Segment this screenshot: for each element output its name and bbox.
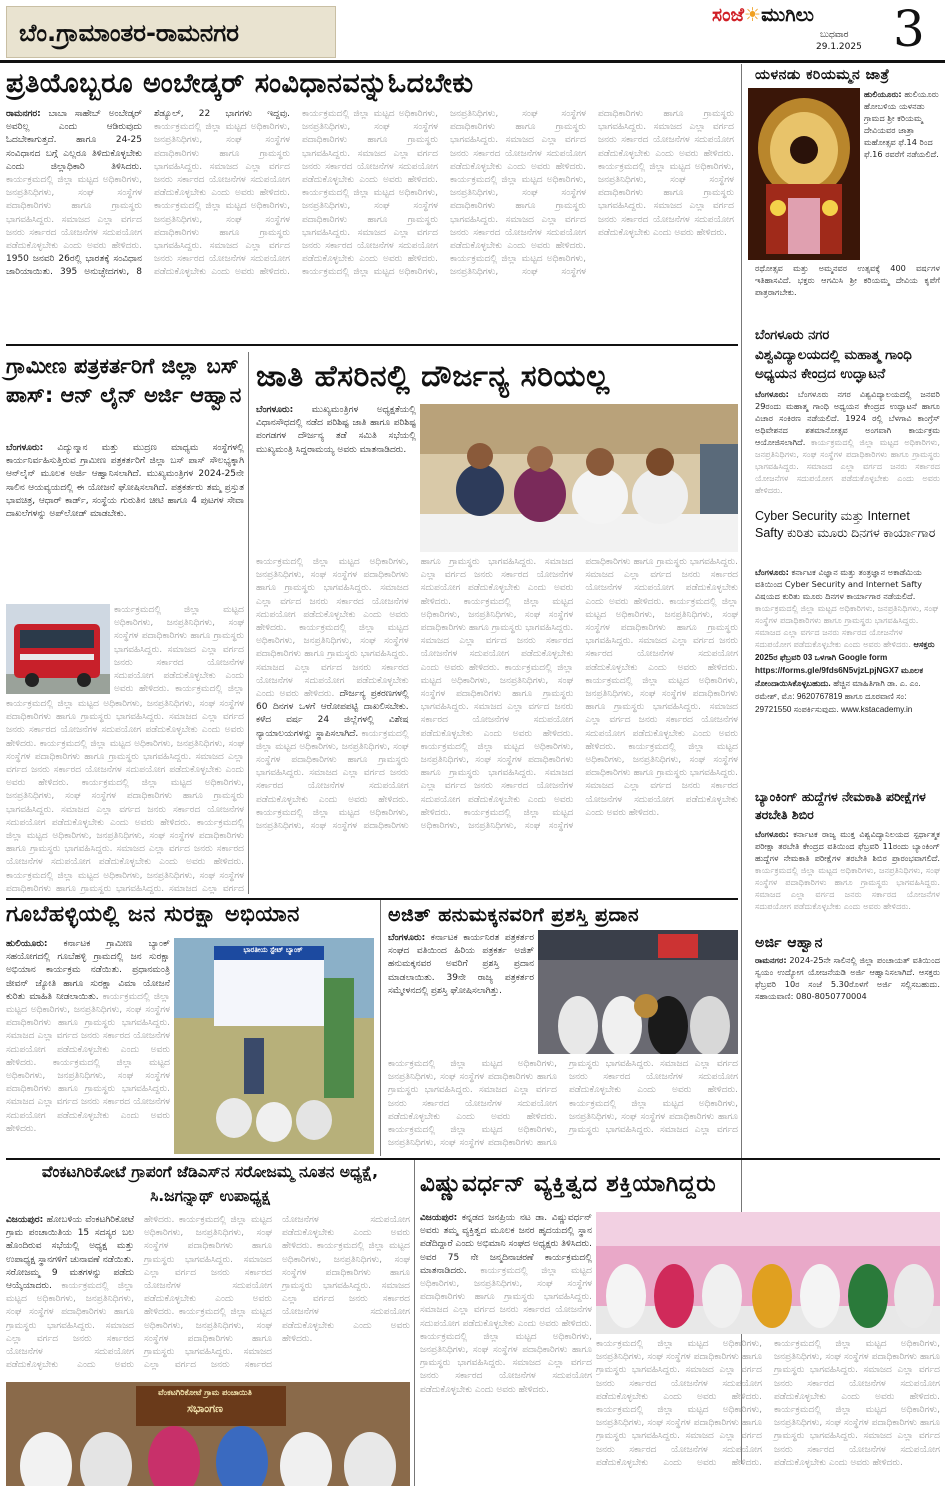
ajith-body-1 <box>388 932 534 1054</box>
filler-text: ಕಾರ್ಯಕ್ರಮದಲ್ಲಿ ಜಿಲ್ಲಾ ಮಟ್ಟದ ಅಧಿಕಾರಿಗಳು, ಜನಪ್ರತಿನಿಧಿಗಳು, ಸಂಘ ಸಂಸ್ಥೆಗಳ ಪದಾಧಿಕಾರಿಗಳು ಹಾಗೂ ಗ್ರಾಮಸ್ಥರು ಭಾಗವಹಿಸಿದ್ದರು. ಸಮಾಜದ ಎಲ್ಲಾ ವರ್ಗದ ಜನರು ಸರ್ಕಾರದ ಯೋಜನೆಗಳ ಸದುಪಯೋಗ ಪಡೆದುಕೊಳ್ಳಬೇಕು ಎಂದು ಅವರು ಹೇಳಿದರು. <box>420 557 738 832</box>
ambedkar-body <box>6 108 734 338</box>
vishnu-headline: ವಿಷ್ಣುವರ್ಧನ್ ವ್ಯಕ್ತಿತ್ವದ ಶಕ್ತಿಯಾಗಿದ್ದರು <box>420 1171 717 1197</box>
caste-headline: ಜಾತಿ ಹೆಸರಿನಲ್ಲಿ ದೌರ್ಜನ್ಯ ಸರಿಯಲ್ಲ <box>256 359 610 394</box>
page-number: 3 <box>893 0 925 58</box>
filler-text: ಕಾರ್ಯಕ್ರಮದಲ್ಲಿ ಜಿಲ್ಲಾ ಮಟ್ಟದ ಅಧಿಕಾರಿಗಳು, ಜನಪ್ರತಿನಿಧಿಗಳು, ಸಂಘ ಸಂಸ್ಥೆಗಳ ಪದಾಧಿಕಾರಿಗಳು ಹಾಗೂ ಗ್ರಾಮಸ್ಥರು ಭಾಗವಹಿಸಿದ್ದರು. ಸಮಾಜದ ಎಲ್ಲಾ ವರ್ಗದ ಜನರು ಸರ್ಕಾರದ ಯೋಜನೆಗಳ ಸದುಪಯೋಗ ಪಡೆದುಕೊಳ್ಳಬೇಕು ಎಂದು ಅವರು ಹೇಳಿದರು. <box>585 596 738 673</box>
column-rule <box>414 1160 415 1486</box>
bus-dateline: ಬೆಂಗಳೂರು: <box>6 443 44 453</box>
apply-lead: 2024-25ನೇ ಸಾಲಿನಲ್ಲಿ ಜಿಲ್ಲಾ ಪಂಚಾಯತ್ ವತಿಯಿಂದ ಸ್ವಯಂ ಉದ್ಯೋಗ ಯೋಜನೆಯಡಿ ಅರ್ಜಿ ಆಹ್ವಾನಿಸಲಾಗಿದೆ. ಆಸಕ್ತರು ಫೆಬ್ರವರಿ 10ರ ಸಂಜೆ 5.30ರೊಳಗೆ ಅರ್ಜಿ ಸಲ್ಲಿಸಬಹುದು. ಸಹಾಯವಾಣಿ: 080-8050770004 <box>755 955 940 1001</box>
filler-text: ಕಾರ್ಯಕ್ರಮದಲ್ಲಿ ಜಿಲ್ಲಾ ಮಟ್ಟದ ಅಧಿಕಾರಿಗಳು, ಜನಪ್ರತಿನಿಧಿಗಳು, ಸಂಘ ಸಂಸ್ಥೆಗಳ ಪದಾಧಿಕಾರಿಗಳು ಹಾಗೂ ಗ್ರಾಮಸ್ಥರು ಭಾಗವಹಿಸಿದ್ದರು. ಸಮಾಜದ ಎಲ್ಲಾ ವರ್ಗದ ಜನರು ಸರ್ಕಾರದ ಯೋಜನೆಗಳ ಸದುಪಯೋಗ ಪಡೆದುಕೊಳ್ಳಬೇಕು ಎಂದು ಅವರು ಹೇಳಿದರು. <box>755 437 940 495</box>
filler-text: ಕಾರ್ಯಕ್ರಮದಲ್ಲಿ ಜಿಲ್ಲಾ ಮಟ್ಟದ ಅಧಿಕಾರಿಗಳು, ಜನಪ್ರತಿನಿಧಿಗಳು, ಸಂಘ ಸಂಸ್ಥೆಗಳ ಪದಾಧಿಕಾರಿಗಳು ಹಾಗೂ ಗ್ರಾಮಸ್ಥರು ಭಾಗವಹಿಸಿದ್ದರು. ಸಮಾಜದ ಎಲ್ಲಾ ವರ್ಗದ ಜನರು ಸರ್ಕಾರದ ಯೋಜನೆಗಳ ಸದುಪಯೋಗ ಪಡೆದುಕೊಳ್ಳಬೇಕು ಎಂದು ಅವರು ಹೇಳಿದರು. <box>6 1057 170 1134</box>
university-body <box>755 388 940 506</box>
ambedkar-figures: 1950 ಜನವರಿ 26ರಲ್ಲಿ ಭಾರತಕ್ಕೆ ಸಂವಿಧಾನ ಜಾರಿಯಾಯಿತು. 395 ಅನುಚ್ಛೇದಗಳು, 8 ಶೆಡ್ಯೂಲ್, 22 ಭಾಗಗಳು ಇದ್ದವು. <box>6 109 290 278</box>
filler-text: ಕಾರ್ಯಕ್ರಮದಲ್ಲಿ ಜಿಲ್ಲಾ ಮಟ್ಟದ ಅಧಿಕಾರಿಗಳು, ಜನಪ್ರತಿನಿಧಿಗಳು, ಸಂಘ ಸಂಸ್ಥೆಗಳ ಪದಾಧಿಕಾರಿಗಳು ಹಾಗೂ ಗ್ರಾಮಸ್ಥರು ಭಾಗವಹಿಸಿದ್ದರು. ಸಮಾಜದ ಎಲ್ಲಾ ವರ್ಗದ ಜನರು ಸರ್ಕಾರದ ಯೋಜನೆಗಳ ಸದುಪಯೋಗ ಪಡೆದುಕೊಳ್ಳಬೇಕು ಎಂದು ಅವರು ಹೇಳಿದರು. <box>144 1215 410 1371</box>
temple-dateline: ಹುಲಿಯೂರು: <box>864 89 902 99</box>
banking-dateline: ಬೆಂಗಳೂರು: <box>755 829 789 839</box>
filler-text: ಕಾರ್ಯಕ್ರಮದಲ್ಲಿ ಜಿಲ್ಲಾ ಮಟ್ಟದ ಅಧಿಕಾರಿಗಳು, ಜನಪ್ರತಿನಿಧಿಗಳು, ಸಂಘ ಸಂಸ್ಥೆಗಳ ಪದಾಧಿಕಾರಿಗಳು ಹಾಗೂ ಗ್ರಾಮಸ್ಥರು ಭಾಗವಹಿಸಿದ್ದರು. ಸಮಾಜದ ಎಲ್ಲಾ ವರ್ಗದ ಜನರು ಸರ್ಕಾರದ ಯೋಜನೆಗಳ ಸದುಪಯೋಗ ಪಡೆದುಕೊಳ್ಳಬೇಕು ಎಂದು ಅವರು ಹೇಳಿದರು. <box>114 605 244 695</box>
university-subhead: ಬೆಂಗಳೂರು ನಗರ <box>755 328 830 343</box>
temple-lead: ಹುಲಿಯೂರು ಹೋಬಳಿಯ ಯಳನಡು ಗ್ರಾಮದ ಶ್ರೀ ಕರಿಯಮ್ಮ ದೇವಿಯವರ ಜಾತ್ರಾ ಮಹೋತ್ಸವ ಫೆ.14 ರಿಂದ ಫೆ.16 ರವರೆಗೆ ನಡೆಯಲಿದೆ. <box>864 89 939 159</box>
filler-text: ಕಾರ್ಯಕ್ರಮದಲ್ಲಿ ಜಿಲ್ಲಾ ಮಟ್ಟದ ಅಧಿಕಾರಿಗಳು, ಜನಪ್ರತಿನಿಧಿಗಳು, ಸಂಘ ಸಂಸ್ಥೆಗಳ ಪದಾಧಿಕಾರಿಗಳು ಹಾಗೂ ಗ್ರಾಮಸ್ಥರು ಭಾಗವಹಿಸಿದ್ದರು. ಸಮಾಜದ ಎಲ್ಲಾ ವರ್ಗದ ಜನರು ಸರ್ಕಾರದ ಯೋಜನೆಗಳ ಸದುಪಯೋಗ ಪಡೆದುಕೊಳ್ಳಬೇಕು ಎಂದು ಅವರು ಹೇಳಿದರು. <box>596 1405 762 1468</box>
ajith-headline: ಅಜಿತ್ ಹನುಮಕ್ಕನವರಿಗೆ ಪ್ರಶಸ್ತಿ ಪ್ರದಾನ <box>388 904 640 926</box>
meeting-photo <box>420 404 738 552</box>
column-rule <box>380 900 381 1156</box>
university-lead: ಬೆಂಗಳೂರು ನಗರ ವಿಶ್ವವಿದ್ಯಾಲಯದಲ್ಲಿ ಜನವರಿ 29ರಂದು ಮಹಾತ್ಮ ಗಾಂಧಿ ಅಧ್ಯಯನ ಕೇಂದ್ರದ ಉದ್ಘಾಟನೆ ಹಾಗೂ ವಿಚಾರ ಸಂಕಿರಣ ನಡೆಯಲಿದೆ. 1924 ರಲ್ಲಿ ಬೆಳಗಾವಿ ಕಾಂಗ್ರೆಸ್ ಅಧಿವೇಶನದ ಶತಮಾನೋತ್ಸವ ಅಂಗವಾಗಿ ಕಾರ್ಯಕ್ರಮ ಆಯೋಜಿಸಲಾಗಿದೆ. <box>755 389 940 447</box>
filler-text: ಕಾರ್ಯಕ್ರಮದಲ್ಲಿ ಜಿಲ್ಲಾ ಮಟ್ಟದ ಅಧಿಕಾರಿಗಳು, ಜನಪ್ರತಿನಿಧಿಗಳು, ಸಂಘ ಸಂಸ್ಥೆಗಳ ಪದಾಧಿಕಾರಿಗಳು ಹಾಗೂ ಗ್ರಾಮಸ್ಥರು ಭಾಗವಹಿಸಿದ್ದರು. ಸಮಾಜದ ಎಲ್ಲಾ ವರ್ಗದ ಜನರು ಸರ್ಕಾರದ ಯೋಜನೆಗಳ ಸದುಪಯೋಗ ಪಡೆದುಕೊಳ್ಳಬೇಕು ಎಂದು ಅವರು ಹೇಳಿದರು. <box>755 603 939 649</box>
filler-text: ಕಾರ್ಯಕ್ರಮದಲ್ಲಿ ಜಿಲ್ಲಾ ಮಟ್ಟದ ಅಧಿಕಾರಿಗಳು, ಜನಪ್ರತಿನಿಧಿಗಳು, ಸಂಘ ಸಂಸ್ಥೆಗಳ ಪದಾಧಿಕಾರಿಗಳು ಹಾಗೂ ಗ್ರಾಮಸ್ಥರು ಭಾಗವಹಿಸಿದ್ದರು. ಸಮಾಜದ ಎಲ್ಲಾ ವರ್ಗದ ಜನರು ಸರ್ಕಾರದ ಯೋಜನೆಗಳ ಸದುಪಯೋಗ ಪಡೆದುಕೊಳ್ಳಬೇಕು ಎಂದು ಅವರು ಹೇಳಿದರು. <box>420 1265 592 1329</box>
bus-photo <box>6 604 110 694</box>
university-dateline: ಬೆಂಗಳೂರು: <box>755 389 789 399</box>
filler-text: ಕಾರ್ಯಕ್ರಮದಲ್ಲಿ ಜಿಲ್ಲಾ ಮಟ್ಟದ ಅಧಿಕಾರಿಗಳು, ಜನಪ್ರತಿನಿಧಿಗಳು, ಸಂಘ ಸಂಸ್ಥೆಗಳ ಪದಾಧಿಕಾರಿಗಳು ಹಾಗೂ ಗ್ರಾಮಸ್ಥರು ಭಾಗವಹಿಸಿದ್ದರು. ಸಮಾಜದ ಎಲ್ಲಾ ವರ್ಗದ ಜನರು ಸರ್ಕಾರದ ಯೋಜನೆಗಳ ಸದುಪಯೋಗ ಪಡೆದುಕೊಳ್ಳಬೇಕು ಎಂದು ಅವರು ಹೇಳಿದರು. <box>6 817 244 868</box>
bus-lead: ವಿದ್ಯುನ್ಮಾನ ಮತ್ತು ಮುದ್ರಣ ಮಾಧ್ಯಮ ಸಂಸ್ಥೆಗಳಲ್ಲಿ ಕಾರ್ಯನಿರ್ವಹಿಸುತ್ತಿರುವ ಗ್ರಾಮೀಣ ಪತ್ರಕರ್ತರಿಗೆ ಜಿಲ್ಲಾ ಬಸ್ ಪಾಸ್ ಸೌಲಭ್ಯಕ್ಕಾಗಿ ಆನ್‌ಲೈನ್ ಮೂಲಕ ಅರ್ಜಿ ಆಹ್ವಾನಿಸಲಾಗಿದೆ. ಮುಖ್ಯಮಂತ್ರಿಗಳ 2024-25ನೇ ಸಾಲಿನ ಆಯವ್ಯಯದಲ್ಲಿ ಈ ಯೋಜನೆ ಘೋಷಿಸಲಾಗಿದೆ. <box>6 443 244 493</box>
filler-text: ಕಾರ್ಯಕ್ರಮದಲ್ಲಿ ಜಿಲ್ಲಾ ಮಟ್ಟದ ಅಧಿಕಾರಿಗಳು, ಜನಪ್ರತಿನಿಧಿಗಳು, ಸಂಘ ಸಂಸ್ಥೆಗಳ ಪದಾಧಿಕಾರಿಗಳು ಹಾಗೂ ಗ್ರಾಮಸ್ಥರು ಭಾಗವಹಿಸಿದ್ದರು. ಸಮಾಜದ ಎಲ್ಲಾ ವರ್ಗದ ಜನರು ಸರ್ಕಾರದ ಯೋಜನೆಗಳ ಸದುಪಯೋಗ ಪಡೆದುಕೊಳ್ಳಬೇಕು ಎಂದು ಅವರು ಹೇಳಿದರು. <box>420 1331 592 1395</box>
ajith-body-2 <box>388 1058 738 1156</box>
column-rule <box>248 352 249 894</box>
filler-text: ಕಾರ್ಯಕ್ರಮದಲ್ಲಿ ಜಿಲ್ಲಾ ಮಟ್ಟದ ಅಧಿಕಾರಿಗಳು, ಜನಪ್ರತಿನಿಧಿಗಳು, ಸಂಘ ಸಂಸ್ಥೆಗಳ ಪದಾಧಿಕಾರಿಗಳು ಹಾಗೂ ಗ್ರಾಮಸ್ಥರು ಭಾಗವಹಿಸಿದ್ದರು. ಸಮಾಜದ ಎಲ್ಲಾ ವರ್ಗದ ಜನರು ಸರ್ಕಾರದ ಯೋಜನೆಗಳ ಸದುಪಯೋಗ ಪಡೆದುಕೊಳ್ಳಬೇಕು ಎಂದು ಅವರು ಹೇಳಿದರು. <box>450 175 586 252</box>
filler-text: ಕಾರ್ಯಕ್ರಮದಲ್ಲಿ ಜಿಲ್ಲಾ ಮಟ್ಟದ ಅಧಿಕಾರಿಗಳು, ಜನಪ್ರತಿನಿಧಿಗಳು, ಸಂಘ ಸಂಸ್ಥೆಗಳ ಪದಾಧಿಕಾರಿಗಳು ಹಾಗೂ ಗ್ರಾಮಸ್ಥರು ಭಾಗವಹಿಸಿದ್ದರು. ಸಮಾಜದ ಎಲ್ಲಾ ವರ್ಗದ ಜನರು ಸರ್ಕಾರದ ಯೋಜನೆಗಳ ಸದುಪಯೋಗ ಪಡೆದುಕೊಳ್ಳಬೇಕು ಎಂದು ಅವರು ಹೇಳಿದರು. <box>6 175 142 252</box>
filler-text: ಕಾರ್ಯಕ್ರಮದಲ್ಲಿ ಜಿಲ್ಲಾ ಮಟ್ಟದ ಅಧಿಕಾರಿಗಳು, ಜನಪ್ರತಿನಿಧಿಗಳು, ಸಂಘ ಸಂಸ್ಥೆಗಳ ಪದಾಧಿಕಾರಿಗಳು ಹಾಗೂ ಗ್ರಾಮಸ್ಥರು ಭಾಗವಹಿಸಿದ್ದರು. ಸಮಾಜದ ಎಲ್ಲಾ ವರ್ಗದ ಜನರು ಸರ್ಕಾರದ ಯೋಜನೆಗಳ ಸದುಪಯೋಗ ಪಡೆದುಕೊಳ್ಳಬೇಕು ಎಂದು ಅವರು ಹೇಳಿದರು. <box>154 201 290 278</box>
logo-part2: ಮುಗಿಲು <box>761 4 814 26</box>
masthead-logo <box>712 4 814 30</box>
award-photo <box>538 930 738 1054</box>
venkata-lead: ಹೋಬಳಿಯ ವೆಂಕಟಗಿರಿಕೋಟೆ ಗ್ರಾಮ ಪಂಚಾಯಿತಿಯ 15 ಸದಸ್ಯರ ಬಲ ಹೊಂದಿರುವ ಸಭೆಯಲ್ಲಿ ಅಧ್ಯಕ್ಷ ಮತ್ತು ಉಪಾಧ್ಯಕ್ಷ ಸ್ಥಾನಗಳಿಗೆ ಚುನಾವಣೆ ನಡೆಯಿತು. ಸರೋಜಮ್ಮ 9 ಮತಗಳನ್ನು ಪಡೆದು ಆಯ್ಕೆಯಾದರು. <box>6 1215 134 1292</box>
banking-body <box>755 828 940 932</box>
filler-text: ಕಾರ್ಯಕ್ರಮದಲ್ಲಿ ಜಿಲ್ಲಾ ಮಟ್ಟದ ಅಧಿಕಾರಿಗಳು, ಜನಪ್ರತಿನಿಧಿಗಳು, ಸಂಘ ಸಂಸ್ಥೆಗಳ ಪದಾಧಿಕಾರಿಗಳು ಹಾಗೂ ಗ್ರಾಮಸ್ಥರು ಭಾಗವಹಿಸಿದ್ದರು. ಸಮಾಜದ ಎಲ್ಲಾ ವರ್ಗದ ಜನರು ಸರ್ಕಾರದ ಯೋಜನೆಗಳ ಸದುಪಯೋಗ ಪಡೆದುಕೊಳ್ಳಬೇಕು ಎಂದು ಅವರು ಹೇಳಿದರು. <box>420 662 574 739</box>
filler-text: ಕಾರ್ಯಕ್ರಮದಲ್ಲಿ ಜಿಲ್ಲಾ ಮಟ್ಟದ ಅಧಿಕಾರಿಗಳು, ಜನಪ್ರತಿನಿಧಿಗಳು, ಸಂಘ ಸಂಸ್ಥೆಗಳ ಪದಾಧಿಕಾರಿಗಳು ಹಾಗೂ ಗ್ರಾಮಸ್ಥರು ಭಾಗವಹಿಸಿದ್ದರು. ಸಮಾಜದ ಎಲ್ಲಾ ವರ್ಗದ <box>6 870 244 894</box>
masthead-rule <box>0 60 945 63</box>
filler-text: ಕಾರ್ಯಕ್ರಮದಲ್ಲಿ ಜಿಲ್ಲಾ ಮಟ್ಟದ ಅಧಿಕಾರಿಗಳು, ಜನಪ್ರತಿನಿಧಿಗಳು, ಸಂಘ ಸಂಸ್ಥೆಗಳ ಪದಾಧಿಕಾರಿಗಳು ಹಾಗೂ ಗ್ರಾಮಸ್ಥರು ಭಾಗವಹಿಸಿದ್ದರು. ಸಮಾಜದ ಎಲ್ಲಾ ವರ್ಗದ ಜನರು ಸರ್ಕಾರದ ಯೋಜನೆಗಳ ಸದುಪಯೋಗ ಪಡೆದುಕೊಳ್ಳಬೇಕು ಎಂದು ಅವರು ಹೇಳಿದರು. <box>144 1215 272 1318</box>
filler-text: ಕಾರ್ಯಕ್ರಮದಲ್ಲಿ ಜಿಲ್ಲಾ ಮಟ್ಟದ ಅಧಿಕಾರಿಗಳು, ಜನಪ್ರತಿನಿಧಿಗಳು, ಸಂಘ ಸಂಸ್ಥೆಗಳ ಪದಾಧಿಕಾರಿಗಳು ಹಾಗೂ ಗ್ರಾಮಸ್ಥರು ಭಾಗವಹಿಸಿದ್ದರು. ಸಮಾಜದ ಎಲ್ಲಾ ವರ್ಗದ ಜನರು ಸರ್ಕಾರದ ಯೋಜನೆಗಳ ಸದುಪಯೋಗ ಪಡೆದುಕೊಳ್ಳಬೇಕು ಎಂದು ಅವರು ಹೇಳಿದರು. <box>302 109 438 186</box>
section-rule <box>6 344 738 346</box>
apply-dateline: ರಾಮನಗರ: <box>755 955 787 965</box>
ajith-lead: ಕರ್ನಾಟಕ ಕಾರ್ಯನಿರತ ಪತ್ರಕರ್ತರ ಸಂಘದ ವತಿಯಿಂದ ಹಿರಿಯ ಪತ್ರಕರ್ತ ಅಜಿತ್ ಹನುಮಕ್ಕನವರ ಅವರಿಗೆ ಪ್ರಶಸ್ತಿ ಪ್ರದಾನ ಮಾಡಲಾಯಿತು. 39ನೇ ರಾಜ್ಯ ಪತ್ರಕರ್ತರ ಸಮ್ಮೇಳನದಲ್ಲಿ ಪ್ರಶಸ್ತಿ ಘೋಷಿಸಲಾಗಿತ್ತು. <box>388 933 534 996</box>
filler-text: ಕಾರ್ಯಕ್ರಮದಲ್ಲಿ ಜಿಲ್ಲಾ ಮಟ್ಟದ ಅಧಿಕಾರಿಗಳು, ಜನಪ್ರತಿನಿಧಿಗಳು, ಸಂಘ ಸಂಸ್ಥೆಗಳ ಪದಾಧಿಕಾರಿಗಳು ಹಾಗೂ ಗ್ರಾಮಸ್ಥರು ಭಾಗವಹಿಸಿದ್ದರು. ಸಮಾಜದ ಎಲ್ಲಾ ವರ್ಗದ ಜನರು ಸರ್ಕಾರದ ಯೋಜನೆಗಳ ಸದುಪಯೋಗ ಪಡೆದುಕೊಳ್ಳಬೇಕು ಎಂದು ಅವರು ಹೇಳಿದರು. <box>282 1241 410 1344</box>
cyber-registration: ಆಸಕ್ತರು 2025ರ ಫೆಬ್ರವರಿ 03 ಒಳಗಾಗಿ Google form https://forms.gle/9fds6N5vjzLpjNGX7 ಮೂಲಕ ನೋಂದಾಯಿಸಿಕೊಳ್ಳಬಹುದು. <box>755 640 935 688</box>
ambedkar-lead: ಬಾಬಾ ಸಾಹೇಬ್ ಅಂಬೇಡ್ಕರ್ ಅವರಿಲ್ಲ ಎಂದು ಆಡಿರುವುದು ಓದಬೇಕಾಗುತ್ತದೆ. ಹಾಗೂ 24-25 ಸಂವಿಧಾನದ ಬಗ್ಗೆ ಎಲ್ಲರೂ ತಿಳಿದುಕೊಳ್ಳಬೇಕು ಎಂದು ಜಿಲ್ಲಾಧಿಕಾರಿ ತಿಳಿಸಿದರು. <box>6 109 142 172</box>
gubbe-dateline: ಹುಲಿಯೂರು: <box>6 939 48 949</box>
temple-headline: ಯಳನಡು ಕರಿಯಮ್ಮನ ಜಾತ್ರೆ <box>755 67 890 83</box>
filler-text: ಕಾರ್ಯಕ್ರಮದಲ್ಲಿ ಜಿಲ್ಲಾ ಮಟ್ಟದ ಅಧಿಕಾರಿಗಳು, ಜನಪ್ರತಿನಿಧಿಗಳು, ಸಂಘ ಸಂಸ್ಥೆಗಳ ಪದಾಧಿಕಾರಿಗಳು ಹಾಗೂ ಗ್ರಾಮಸ್ಥರು ಭಾಗವಹಿಸಿದ್ದರು. ಸಮಾಜದ ಎಲ್ಲಾ ವರ್ಗದ ಜನರು ಸರ್ಕಾರದ ಯೋಜನೆಗಳ ಸದುಪಯೋಗ ಪಡೆದುಕೊಳ್ಳಬೇಕು ಎಂದು ಅವರು ಹೇಳಿದರು. <box>256 728 409 805</box>
filler-text: ಕಾರ್ಯಕ್ರಮದಲ್ಲಿ ಜಿಲ್ಲಾ ಮಟ್ಟದ ಅಧಿಕಾರಿಗಳು, ಜನಪ್ರತಿನಿಧಿಗಳು, ಸಂಘ ಸಂಸ್ಥೆಗಳ ಪದಾಧಿಕಾರಿಗಳು ಹಾಗೂ ಗ್ರಾಮಸ್ಥರು ಭಾಗವಹಿಸಿದ್ದರು. ಸಮಾಜದ ಎಲ್ಲಾ ವರ್ಗದ ಜನರು ಸರ್ಕಾರದ ಯೋಜನೆಗಳ ಸದುಪಯೋಗ ಪಡೆದುಕೊಳ್ಳಬೇಕು ಎಂದು ಅವರು ಹೇಳಿದರು. <box>6 738 244 789</box>
temple-body <box>864 88 940 260</box>
venkata-banner-2: ಸಭಾಂಗಣ <box>187 1402 223 1415</box>
gubbe-photo <box>174 938 374 1154</box>
filler-text: ಕಾರ್ಯಕ್ರಮದಲ್ಲಿ ಜಿಲ್ಲಾ ಮಟ್ಟದ ಅಧಿಕಾರಿಗಳು, ಜನಪ್ರತಿನಿಧಿಗಳು, ಸಂಘ ಸಂಸ್ಥೆಗಳ ಪದಾಧಿಕಾರಿಗಳು ಹಾಗೂ ಗ್ರಾಮಸ್ಥರು ಭಾಗವಹಿಸಿದ್ದರು. ಸಮಾಜದ ಎಲ್ಲಾ ವರ್ಗದ ಜನರು ಸರ್ಕಾರದ ಯೋಜನೆಗಳ ಸದುಪಯೋಗ ಪಡೆದುಕೊಳ್ಳಬೇಕು ಎಂದು ಅವರು ಹೇಳಿದರು. <box>755 865 940 911</box>
vishnu-body-1 <box>420 1212 592 1488</box>
logo-part1: ಸಂಜೆ <box>712 4 745 26</box>
filler-text: ಕಾರ್ಯಕ್ರಮದಲ್ಲಿ ಜಿಲ್ಲಾ ಮಟ್ಟದ ಅಧಿಕಾರಿಗಳು, ಜನಪ್ರತಿನಿಧಿಗಳು, ಸಂಘ ಸಂಸ್ಥೆಗಳ ಪದಾಧಿಕಾರಿಗಳು ಹಾಗೂ ಗ್ರಾಮಸ್ಥರು ಭಾಗವಹಿಸಿದ್ದರು. ಸಮಾಜದ ಎಲ್ಲಾ ವರ್ಗದ ಜನರು ಸರ್ಕಾರದ ಯೋಜನೆಗಳ ಸದುಪಯೋಗ ಪಡೆದುಕೊಳ್ಳಬೇಕು ಎಂದು ಅವರು ಹೇಳಿದರು. <box>585 675 738 752</box>
filler-text: ಕಾರ್ಯಕ್ರಮದಲ್ಲಿ ಜಿಲ್ಲಾ ಮಟ್ಟದ ಅಧಿಕಾರಿಗಳು, ಜನಪ್ರತಿನಿಧಿಗಳು, ಸಂಘ ಸಂಸ್ಥೆಗಳ ಪದಾಧಿಕಾರಿಗಳು ಹಾಗೂ ಗ್ರಾಮಸ್ಥರು ಭಾಗವಹಿಸಿದ್ದರು. ಸಮಾಜದ ಎಲ್ಲಾ ವರ್ಗದ ಜನರು ಸರ್ಕಾರದ ಯೋಜನೆಗಳ ಸದುಪಯೋಗ ಪಡೆದುಕೊಳ್ಳಬೇಕು ಎಂದು ಅವರು ಹೇಳಿದರು. <box>302 109 586 278</box>
vishnu-photo <box>596 1212 940 1334</box>
masthead-day: ಬುಧವಾರ <box>820 30 849 40</box>
filler-text: ಕಾರ್ಯಕ್ರಮದಲ್ಲಿ ಜಿಲ್ಲಾ ಮಟ್ಟದ ಅಧಿಕಾರಿಗಳು, ಜನಪ್ರತಿನಿಧಿಗಳು, ಸಂಘ ಸಂಸ್ಥೆಗಳ ಪದಾಧಿಕಾರಿಗಳು ಹಾಗೂ ಗ್ರಾಮಸ್ಥರು ಭಾಗವಹಿಸಿದ್ದರು. ಸಮಾಜದ ಎಲ್ಲಾ ವರ್ಗದ ಜನರು ಸರ್ಕಾರದ ಯೋಜನೆಗಳ ಸದುಪಯೋಗ ಪಡೆದುಕೊಳ್ಳಬೇಕು ಎಂದು ಅವರು ಹೇಳಿದರು. <box>6 991 170 1068</box>
filler-text: ಕಾರ್ಯಕ್ರಮದಲ್ಲಿ ಜಿಲ್ಲಾ ಮಟ್ಟದ ಅಧಿಕಾರಿಗಳು, ಜನಪ್ರತಿನಿಧಿಗಳು, ಸಂಘ ಸಂಸ್ಥೆಗಳ ಪದಾಧಿಕಾರಿಗಳು ಹಾಗೂ ಗ್ರಾಮಸ್ಥರು ಭಾಗವಹಿಸಿದ್ದರು. ಸಮಾಜದ ಎಲ್ಲಾ ವರ್ಗದ ಜನರು ಸರ್ಕಾರದ ಯೋಜನೆಗಳ ಸದುಪಯೋಗ ಪಡೆದುಕೊಳ್ಳಬೇಕು ಎಂದು ಅವರು ಹೇಳಿದರು. <box>585 741 738 818</box>
university-headline: ವಿಶ್ವವಿದ್ಯಾಲಯದಲ್ಲಿ ಮಹಾತ್ಮ ಗಾಂಧಿ ಅಧ್ಯಯನ ಕೇಂದ್ರದ ಉದ್ಘಾಟನೆ <box>755 347 912 382</box>
filler-text: ಕಾರ್ಯಕ್ರಮದಲ್ಲಿ ಜಿಲ್ಲಾ ಮಟ್ಟದ ಅಧಿಕಾರಿಗಳು, ಜನಪ್ರತಿನಿಧಿಗಳು, ಸಂಘ ಸಂಸ್ಥೆಗಳ ಪದಾಧಿಕಾರಿಗಳು ಹಾಗೂ ಗ್ರಾಮಸ್ಥರು ಭಾಗವಹಿಸಿದ್ದರು. ಸಮಾಜದ ಎಲ್ಲಾ ವರ್ಗದ ಜನರು ಸರ್ಕಾರದ ಯೋಜನೆಗಳ ಸದುಪಯೋಗ ಪಡೆದುಕೊಳ್ಳಬೇಕು ಎಂದು ಅವರು ಹೇಳಿದರು. <box>6 1215 179 1371</box>
cyber-lead: ಕರ್ನಾಟಕ ವಿಜ್ಞಾನ ಮತ್ತು ತಂತ್ರಜ್ಞಾನ ಅಕಾಡೆಮಿಯ ವತಿಯಿಂದ Cyber Security and Internet Safty ವಿಷಯದ ಕುರಿತು ಮೂರು ದಿನಗಳ ಕಾರ್ಯಾಗಾರ ನಡೆಯಲಿದೆ. <box>755 567 923 601</box>
vishnu-dateline: ವಿಜಯಪುರ: <box>420 1213 458 1223</box>
gubbe-headline: ಗೂಬೆಹಳ್ಳಿಯಲ್ಲಿ ಜನ ಸುರಕ್ಷಾ ಅಭಿಯಾನ <box>6 902 300 927</box>
filler-text: ಕಾರ್ಯಕ್ರಮದಲ್ಲಿ ಜಿಲ್ಲಾ ಮಟ್ಟದ ಅಧಿಕಾರಿಗಳು, ಜನಪ್ರತಿನಿಧಿಗಳು, ಸಂಘ ಸಂಸ್ಥೆಗಳ ಪದಾಧಿಕಾರಿಗಳು ಹಾಗೂ ಗ್ರಾಮಸ್ಥರು ಭಾಗವಹಿಸಿದ್ದರು. ಸಮಾಜದ ಎಲ್ಲಾ ವರ್ಗದ ಜನರು ಸರ್ಕಾರದ ಯೋಜನೆಗಳ ಸದುಪಯೋಗ ಪಡೆದುಕೊಳ್ಳಬೇಕು ಎಂದು ಅವರು ಹೇಳಿದರು. <box>598 161 734 238</box>
filler-text: ಕಾರ್ಯಕ್ರಮದಲ್ಲಿ ಜಿಲ್ಲಾ ಮಟ್ಟದ ಅಧಿಕಾರಿಗಳು, ಜನಪ್ರತಿನಿಧಿಗಳು, ಸಂಘ ಸಂಸ್ಥೆಗಳ ಪದಾಧಿಕಾರಿಗಳು ಹಾಗೂ ಗ್ರಾಮಸ್ಥರು ಭಾಗವಹಿಸಿದ್ದರು. ಸಮಾಜದ ಎಲ್ಲಾ ವರ್ಗದ <box>569 1098 738 1136</box>
caste-dateline: ಬೆಂಗಳೂರು: <box>256 405 294 415</box>
filler-text: ಕಾರ್ಯಕ್ರಮದಲ್ಲಿ ಜಿಲ್ಲಾ ಮಟ್ಟದ ಅಧಿಕಾರಿಗಳು, ಜನಪ್ರತಿನಿಧಿಗಳು, ಸಂಘ ಸಂಸ್ಥೆಗಳ ಪದಾಧಿಕಾರಿಗಳು ಹಾಗೂ ಗ್ರಾಮಸ್ಥರು ಭಾಗವಹಿಸಿದ್ದರು. ಸಮಾಜದ ಎಲ್ಲಾ ವರ್ಗದ ಜನರು ಸರ್ಕಾರದ ಯೋಜನೆಗಳ ಸದುಪಯೋಗ ಪಡೆದುಕೊಳ್ಳಬೇಕು ಎಂದು ಅವರು ಹೇಳಿದರು. <box>302 188 438 265</box>
section-tag: ಬೆಂ.ಗ್ರಾಮಾಂತರ-ರಾಮನಗರ <box>6 6 336 58</box>
banking-lead: ಕರ್ನಾಟಕ ರಾಜ್ಯ ಮುಕ್ತ ವಿಶ್ವವಿದ್ಯಾನಿಲಯದ ಸ್ಪರ್ಧಾತ್ಮಕ ಪರೀಕ್ಷಾ ತರಬೇತಿ ಕೇಂದ್ರದ ವತಿಯಿಂದ ಫೆಬ್ರವರಿ 11ರಂದು ಬ್ಯಾಂಕಿಂಗ್ ಹುದ್ದೆಗಳ ನೇಮಕಾತಿ ಪರೀಕ್ಷೆಗಳ ತರಬೇತಿ ಶಿಬಿರ ಪ್ರಾರಂಭವಾಗಲಿದೆ. <box>755 829 940 863</box>
filler-text: ಕಾರ್ಯಕ್ರಮದಲ್ಲಿ ಜಿಲ್ಲಾ ಮಟ್ಟದ ಅಧಿಕಾರಿಗಳು, ಜನಪ್ರತಿನಿಧಿಗಳು, ಸಂಘ ಸಂಸ್ಥೆಗಳ ಪದಾಧಿಕಾರಿಗಳು ಹಾಗೂ ಗ್ರಾಮಸ್ಥರು ಭಾಗವಹಿಸಿದ್ದರು. ಸಮಾಜದ ಎಲ್ಲಾ ವರ್ಗದ ಜನರು ಸರ್ಕಾರದ ಯೋಜನೆಗಳ ಸದುಪಯೋಗ ಪಡೆದುಕೊಳ್ಳಬೇಕು ಎಂದು ಅವರು ಹೇಳಿದರು. <box>6 778 244 828</box>
sun-icon: ☀ <box>744 4 762 26</box>
cyber-dateline: ಬೆಂಗಳೂರು: <box>755 567 789 577</box>
vishnu-lead: ಕನ್ನಡದ ಜನಪ್ರಿಯ ನಟ ಡಾ. ವಿಷ್ಣುವರ್ಧನ್ ಅವರು ತಮ್ಮ ವ್ಯಕ್ತಿತ್ವದ ಮೂಲಕ ಜನರ ಹೃದಯದಲ್ಲಿ ಸ್ಥಾನ ಪಡೆದಿದ್ದಾರೆ ಎಂದು ಅಭಿಮಾನಿ ಸಂಘದ ಅಧ್ಯಕ್ಷರು ತಿಳಿಸಿದರು. ಅವರ 75 ನೇ ಜನ್ಮದಿನಾಚರಣೆ ಕಾರ್ಯಕ್ರಮದಲ್ಲಿ ಮಾತನಾಡಿದರು. <box>420 1213 592 1276</box>
filler-text: ಕಾರ್ಯಕ್ರಮದಲ್ಲಿ ಜಿಲ್ಲಾ ಮಟ್ಟದ ಅಧಿಕಾರಿಗಳು, ಜನಪ್ರತಿನಿಧಿಗಳು, ಸಂಘ ಸಂಸ್ಥೆಗಳ ಪದಾಧಿಕಾರಿಗಳು ಹಾಗೂ ಗ್ರಾಮಸ್ಥರು ಭಾಗವಹಿಸಿದ್ದರು. ಸಮಾಜದ ಎಲ್ಲಾ ವರ್ಗದ ಜನರು ಸರ್ಕಾರದ ಯೋಜನೆಗಳ ಸದುಪಯೋಗ ಪಡೆದುಕೊಳ್ಳಬೇಕು ಎಂದು ಅವರು ಹೇಳಿದರು. <box>388 1059 557 1122</box>
filler-text: ಕಾರ್ಯಕ್ರಮದಲ್ಲಿ ಜಿಲ್ಲಾ ಮಟ್ಟದ ಅಧಿಕಾರಿಗಳು, ಜನಪ್ರತಿನಿಧಿಗಳು, ಸಂಘ ಸಂಸ್ಥೆಗಳ ಪದಾಧಿಕಾರಿಗಳು ಹಾಗೂ ಗ್ರಾಮಸ್ಥರು ಭಾಗವಹಿಸಿದ್ದರು. ಸಮಾಜದ ಎಲ್ಲಾ ವರ್ಗದ ಜನರು ಸರ್ಕಾರದ ಯೋಜನೆಗಳ ಸದುಪಯೋಗ ಪಡೆದುಕೊಳ್ಳಬೇಕು ಎಂದು ಅವರು ಹೇಳಿದರು. <box>256 557 409 634</box>
masthead-date: 29.1.2025 <box>816 42 862 52</box>
bus-headline: ಗ್ರಾಮೀಣ ಪತ್ರಕರ್ತರಿಗೆ ಜಿಲ್ಲಾ ಬಸ್ ಪಾಸ್: ಆನ್ ಲೈನ್ ಅರ್ಜಿ ಆಹ್ವಾನ <box>6 354 242 407</box>
temple-photo <box>748 88 860 260</box>
cyber-headline: Cyber Security ಮತ್ತು Internet Safty ಕುರಿತು ಮೂರು ದಿನಗಳ ಕಾರ್ಯಾಗಾರ <box>755 509 936 540</box>
temple-tail-text: ರಥೋತ್ಸವ ಮತ್ತು ಅಮ್ಮನವರ ಉತ್ಸವಕ್ಕೆ 400 ವರ್ಷಗಳ ಇತಿಹಾಸವಿದೆ. ಭಕ್ತರು ಆಗಮಿಸಿ ಶ್ರೀ ಕರಿಯಮ್ಮ ದೇವಿಯ ಕೃಪೆಗೆ ಪಾತ್ರರಾಗಬೇಕು. <box>755 263 940 297</box>
gubbe-body <box>6 938 170 1156</box>
bus-body <box>6 442 244 602</box>
venkata-dateline: ವಿಜಯಪುರ: <box>6 1215 44 1225</box>
filler-text: ಕಾರ್ಯಕ್ರಮದಲ್ಲಿ ಜಿಲ್ಲಾ ಮಟ್ಟದ ಅಧಿಕಾರಿಗಳು, ಜನಪ್ರತಿನಿಧಿಗಳು, ಸಂಘ ಸಂಸ್ಥೆಗಳ ಪದಾಧಿಕಾರಿಗಳು ಹಾಗೂ ಗ್ರಾಮಸ್ಥರು ಭಾಗವಹಿಸಿದ್ದರು. ಸಮಾಜದ ಎಲ್ಲಾ ವರ್ಗದ ಜನರು ಸರ್ಕಾರದ ಯೋಜನೆಗಳ ಸದುಪಯೋಗ ಪಡೆದುಕೊಳ್ಳಬೇಕು ಎಂದು ಅವರು ಹೇಳಿದರು. <box>774 1339 940 1402</box>
filler-text: ಕಾರ್ಯಕ್ರಮದಲ್ಲಿ ಜಿಲ್ಲಾ ಮಟ್ಟದ ಅಧಿಕಾರಿಗಳು, ಜನಪ್ರತಿನಿಧಿಗಳು, ಸಂಘ ಸಂಸ್ಥೆಗಳ ಪದಾಧಿಕಾರಿಗಳು ಹಾಗೂ ಗ್ರಾಮಸ್ಥರು ಭಾಗವಹಿಸಿದ್ದರು. ಸಮಾಜದ ಎಲ್ಲಾ ವರ್ಗದ ಜನರು ಸರ್ಕಾರದ ಯೋಜನೆಗಳ ಸದುಪಯೋಗ ಪಡೆದುಕೊಳ್ಳಬೇಕು ಎಂದು ಅವರು ಹೇಳಿದರು. <box>388 1059 738 1149</box>
filler-text: ಕಾರ್ಯಕ್ರಮದಲ್ಲಿ ಜಿಲ್ಲಾ ಮಟ್ಟದ ಅಧಿಕಾರಿಗಳು, ಜನಪ್ರತಿನಿಧಿಗಳು, ಸಂಘ ಸಂಸ್ಥೆಗಳ ಪದಾಧಿಕಾರಿಗಳು ಹಾಗೂ ಗ್ರಾಮಸ್ಥರು ಭಾಗವಹಿಸಿದ್ದರು. ಸಮಾಜದ ಎಲ್ಲಾ ವರ್ಗದ ಜನರು ಸರ್ಕಾರದ ಯೋಜನೆಗಳ ಸದುಪಯೋಗ ಪಡೆದುಕೊಳ್ಳಬೇಕು ಎಂದು ಅವರು ಹೇಳಿದರು. <box>596 1339 762 1402</box>
caste-lead: ಮುಖ್ಯಮಂತ್ರಿಗಳ ಅಧ್ಯಕ್ಷತೆಯಲ್ಲಿ ವಿಧಾನಸೌಧದಲ್ಲಿ ನಡೆದ ಪರಿಶಿಷ್ಟ ಜಾತಿ ಹಾಗೂ ಪರಿಶಿಷ್ಟ ಪಂಗಡಗಳ ದೌರ್ಜನ್ಯ ತಡೆ ಸಮಿತಿ ಸಭೆಯಲ್ಲಿ ಮುಖ್ಯಮಂತ್ರಿ ಸಿದ್ದರಾಮಯ್ಯ ಅವರು ಮಾತನಾಡಿದರು. <box>256 405 416 455</box>
gubbe-lead: ಕರ್ನಾಟಕ ಗ್ರಾಮೀಣ ಬ್ಯಾಂಕ್ ಸಹಯೋಗದಲ್ಲಿ ಗೂಬೆಹಳ್ಳಿ ಗ್ರಾಮದಲ್ಲಿ ಜನ ಸುರಕ್ಷಾ ಅಭಿಯಾನ ಕಾರ್ಯಕ್ರಮ ನಡೆಯಿತು. ಪ್ರಧಾನಮಂತ್ರಿ ಜೀವನ್ ಜ್ಯೋತಿ ಹಾಗೂ ಸುರಕ್ಷಾ ವಿಮಾ ಯೋಜನೆ ಕುರಿತು ಮಾಹಿತಿ ನೀಡಲಾಯಿತು. <box>6 939 170 1002</box>
ambedkar-dateline: ರಾಮನಗರ: <box>6 109 41 119</box>
bus-body-2 <box>114 604 244 696</box>
caste-body-2 <box>256 556 738 896</box>
filler-text: ಕಾರ್ಯಕ್ರಮದಲ್ಲಿ ಜಿಲ್ಲಾ ಮಟ್ಟದ ಅಧಿಕಾರಿಗಳು, ಜನಪ್ರತಿನಿಧಿಗಳು, ಸಂಘ ಸಂಸ್ಥೆಗಳ ಪದಾಧಿಕಾರಿಗಳು ಹಾಗೂ ಗ್ರಾಮಸ್ಥರು ಭಾಗವಹಿಸಿದ್ದರು. ಸಮಾಜದ ಎಲ್ಲಾ ವರ್ಗದ ಜನರು ಸರ್ಕಾರದ ಯೋಜನೆಗಳ ಸದುಪಯೋಗ ಪಡೆದುಕೊಳ್ಳಬೇಕು ಎಂದು ಅವರು ಹೇಳಿದರು. <box>774 1405 940 1468</box>
venkata-banner: ವೆಂಕಟಗಿರಿಕೋಟೆ ಗ್ರಾಮ ಪಂಚಾಯಿತಿ <box>158 1388 252 1397</box>
vishnu-body-2 <box>596 1338 940 1488</box>
filler-text: ಕಾರ್ಯಕ್ರಮದಲ್ಲಿ ಜಿಲ್ಲಾ ಮಟ್ಟದ ಅಧಿಕಾರಿಗಳು, ಜನಪ್ರತಿನಿಧಿಗಳು, ಸಂಘ ಸಂಸ್ಥೆಗಳ ಪದಾಧಿಕಾರಿಗಳು ಹಾಗೂ ಗ್ರಾಮಸ್ಥರು ಭಾಗವಹಿಸಿದ್ದರು. ಸಮಾಜದ ಎಲ್ಲಾ ವರ್ಗದ ಜನರು ಸರ್ಕಾರದ ಯೋಜನೆಗಳ ಸದುಪಯೋಗ ಪಡೆದುಕೊಳ್ಳಬೇಕು ಎಂದು ಅವರು ಹೇಳಿದರು. <box>256 623 409 700</box>
ajith-dateline: ಬೆಂಗಳೂರು: <box>388 933 426 943</box>
filler-text: ಕಾರ್ಯಕ್ರಮದಲ್ಲಿ ಜಿಲ್ಲಾ ಮಟ್ಟದ ಅಧಿಕಾರಿಗಳು, ಜನಪ್ರತಿನಿಧಿಗಳು, ಸಂಘ ಸಂಸ್ಥೆಗಳ ಪದಾಧಿಕಾರಿಗಳು ಹಾಗೂ ಗ್ರಾಮಸ್ಥರು ಭಾಗವಹಿಸಿದ್ದರು. ಸಮಾಜದ ಎಲ್ಲಾ ವರ್ಗದ ಜನರು ಸರ್ಕಾರದ ಯೋಜನೆಗಳ ಸದುಪಯೋಗ ಪಡೆದುಕೊಳ್ಳಬೇಕು ಎಂದು ಅವರು ಹೇಳಿದರು. <box>154 122 290 199</box>
filler-text: ಕಾರ್ಯಕ್ರಮದಲ್ಲಿ ಜಿಲ್ಲಾ <box>175 684 244 695</box>
apply-headline: ಅರ್ಜಿ ಆಹ್ವಾನ <box>755 935 823 951</box>
cyber-contact: ಹೆಚ್ಚಿನ ಮಾಹಿತಿಗಾಗಿ ಡಾ. ಎ. ಎಂ. ರಮೇಶ್, ಮೊ: 9620767819 ಹಾಗೂ ದೂರವಾಣಿ ಸಂ: 29721550 ಸಂಪರ್ಕಿಸುವುದು. www.kstacademy.in <box>755 679 921 714</box>
caste-body-1 <box>256 404 416 554</box>
venkata-headline: ವೆಂಕಟಗಿರಿಕೋಟೆ ಗ್ರಾಪಂಗೆ ಜೆಡಿಎಸ್‌ನ ಸರೋಜಮ್ಮ ನೂತನ ಅಧ್ಯಕ್ಷೆ, ಸಿ.ಜಗನ್ನಾಥ್ ಉಪಾಧ್ಯಕ್ಷ <box>41 1163 379 1205</box>
filler-text: ಕಾರ್ಯಕ್ರಮದಲ್ಲಿ ಜಿಲ್ಲಾ ಮಟ್ಟದ ಅಧಿಕಾರಿಗಳು, ಜನಪ್ರತಿನಿಧಿಗಳು, ಸಂಘ ಸಂಸ್ಥೆಗಳ ಪದಾಧಿಕಾರಿಗಳು ಹಾಗೂ ಗ್ರಾಮಸ್ಥರು ಭಾಗವಹಿಸಿದ್ದರು. ಸಮಾಜದ ಎಲ್ಲಾ ವರ್ಗದ ಜನರು ಸರ್ಕಾರದ ಯೋಜನೆಗಳ ಸದುಪಯೋಗ ಪಡೆದುಕೊಳ್ಳಬೇಕು ಎಂದು ಅವರು ಹೇಳಿದರು. <box>256 557 574 832</box>
temple-tail <box>755 262 940 326</box>
filler-text: ಕಾರ್ಯಕ್ರಮದಲ್ಲಿ ಜಿಲ್ಲಾ ಮಟ್ಟದ ಅಧಿಕಾರಿಗಳು, ಜನಪ್ರತಿನಿಧಿಗಳು, ಸಂಘ ಸಂಸ್ಥೆಗಳ ಪದಾಧಿಕಾರಿಗಳು ಹಾಗೂ ಗ್ರಾಮಸ್ಥರು ಭಾಗವಹಿಸಿದ್ದರು. ಸಮಾಜದ ಎಲ್ಲಾ ವರ್ಗದ ಜನರು ಸರ್ಕಾರದ ಯೋಜನೆಗಳ ಸದುಪಯೋಗ ಪಡೆದುಕೊಳ್ಳಬೇಕು ಎಂದು ಅವರು ಹೇಳಿದರು. <box>6 699 244 749</box>
gubbe-banner: ಭಾರತೀಯ ಸ್ಟೇಟ್ ಬ್ಯಾಂಕ್ <box>243 946 303 954</box>
banking-headline: ಬ್ಯಾಂಕಿಂಗ್ ಹುದ್ದೆಗಳ ನೇಮಕಾತಿ ಪರೀಕ್ಷೆಗಳ ತರಬೇತಿ ಶಿಬಿರ <box>755 789 926 822</box>
ambedkar-headline: ಪ್ರತಿಯೊಬ್ಬರೂ ಅಂಬೇಡ್ಕರ್ ಸಂವಿಧಾನವನ್ನುಓದಬೇಕು <box>6 68 474 99</box>
cyber-body <box>755 566 940 786</box>
venkata-body <box>6 1214 410 1378</box>
apply-body <box>755 954 940 1054</box>
filler-text: ಕಾರ್ಯಕ್ರಮದಲ್ಲಿ ಜಿಲ್ಲಾ ಮಟ್ಟದ ಅಧಿಕಾರಿಗಳು, ಜನಪ್ರತಿನಿಧಿಗಳು, ಸಂಘ ಸಂಸ್ಥೆಗಳ ಪದಾಧಿಕಾರಿಗಳು ಹಾಗೂ ಗ್ರಾಮಸ್ಥರು ಭಾಗವಹಿಸಿದ್ದರು. ಸಮಾಜದ ಎಲ್ಲಾ ವರ್ಗದ ಜನರು ಸರ್ಕಾರದ ಯೋಜನೆಗಳ ಸದುಪಯೋಗ ಪಡೆದುಕೊಳ್ಳಬೇಕು ಎಂದು ಅವರು ಹೇಳಿದರು. <box>420 741 574 818</box>
bus-note: ಪತ್ರಕರ್ತರು ತಮ್ಮ ಪ್ರಸ್ತುತ ಭಾವಚಿತ್ರ, ಆಧಾರ್ ಕಾರ್ಡ್, ಸಂಸ್ಥೆಯ ಗುರುತಿನ ಚೀಟಿ ಹಾಗೂ 4 ಪುಟಗಳ ಸೇವಾ ದಾಖಲೆಗಳನ್ನು ಅಪ್‌ಲೋಡ್ ಮಾಡಬೇಕು. <box>6 482 244 520</box>
filler-text: ಕಾರ್ಯಕ್ರಮದಲ್ಲಿ ಜಿಲ್ಲಾ ಮಟ್ಟದ ಅಧಿಕಾರಿಗಳು, ಜನಪ್ರತಿನಿಧಿಗಳು, ಸಂಘ ಸಂಸ್ಥೆಗಳ ಪದಾಧಿಕಾರಿಗಳು ಹಾಗೂ ಗ್ರಾಮಸ್ಥರು ಭಾಗವಹಿಸಿದ್ದರು. ಸಮಾಜದ ಎಲ್ಲಾ ವರ್ಗದ ಜನರು ಸರ್ಕಾರದ ಯೋಜನೆಗಳ ಸದುಪಯೋಗ ಪಡೆದುಕೊಳ್ಳಬೇಕು ಎಂದು ಅವರು ಹೇಳಿದರು. <box>420 596 574 673</box>
filler-text: ಕಾರ್ಯಕ್ರಮದಲ್ಲಿ ಜಿಲ್ಲಾ ಮಟ್ಟದ ಅಧಿಕಾರಿಗಳು, ಜನಪ್ರತಿನಿಧಿಗಳು, ಸಂಘ ಸಂಸ್ಥೆಗಳ ಪದಾಧಿಕಾರಿಗಳು ಹಾಗೂ ಗ್ರಾಮಸ್ಥರು ಭಾಗವಹಿಸಿದ್ದರು. ಸಮಾಜದ ಎಲ್ಲಾ ವರ್ಗದ ಜನರು ಸರ್ಕಾರದ ಯೋಜನೆಗಳ ಸದುಪಯೋಗ ಪಡೆದುಕೊಳ್ಳಬೇಕು ಎಂದು ಅವರು ಹೇಳಿದರು. <box>450 109 734 278</box>
caste-figures: ದೌರ್ಜನ್ಯ ಪ್ರಕರಣಗಳಲ್ಲಿ 60 ದಿನಗಳ ಒಳಗೆ ಆರೋಪಪಟ್ಟಿ ದಾಖಲಿಸಬೇಕು. ಕಳೆದ ವರ್ಷ 24 ಜಿಲ್ಲೆಗಳಲ್ಲಿ ವಿಶೇಷ ನ್ಯಾಯಾಲಯಗಳನ್ನು ಸ್ಥಾಪಿಸಲಾಗಿದೆ. <box>256 689 409 739</box>
bus-body-3 <box>6 698 244 894</box>
